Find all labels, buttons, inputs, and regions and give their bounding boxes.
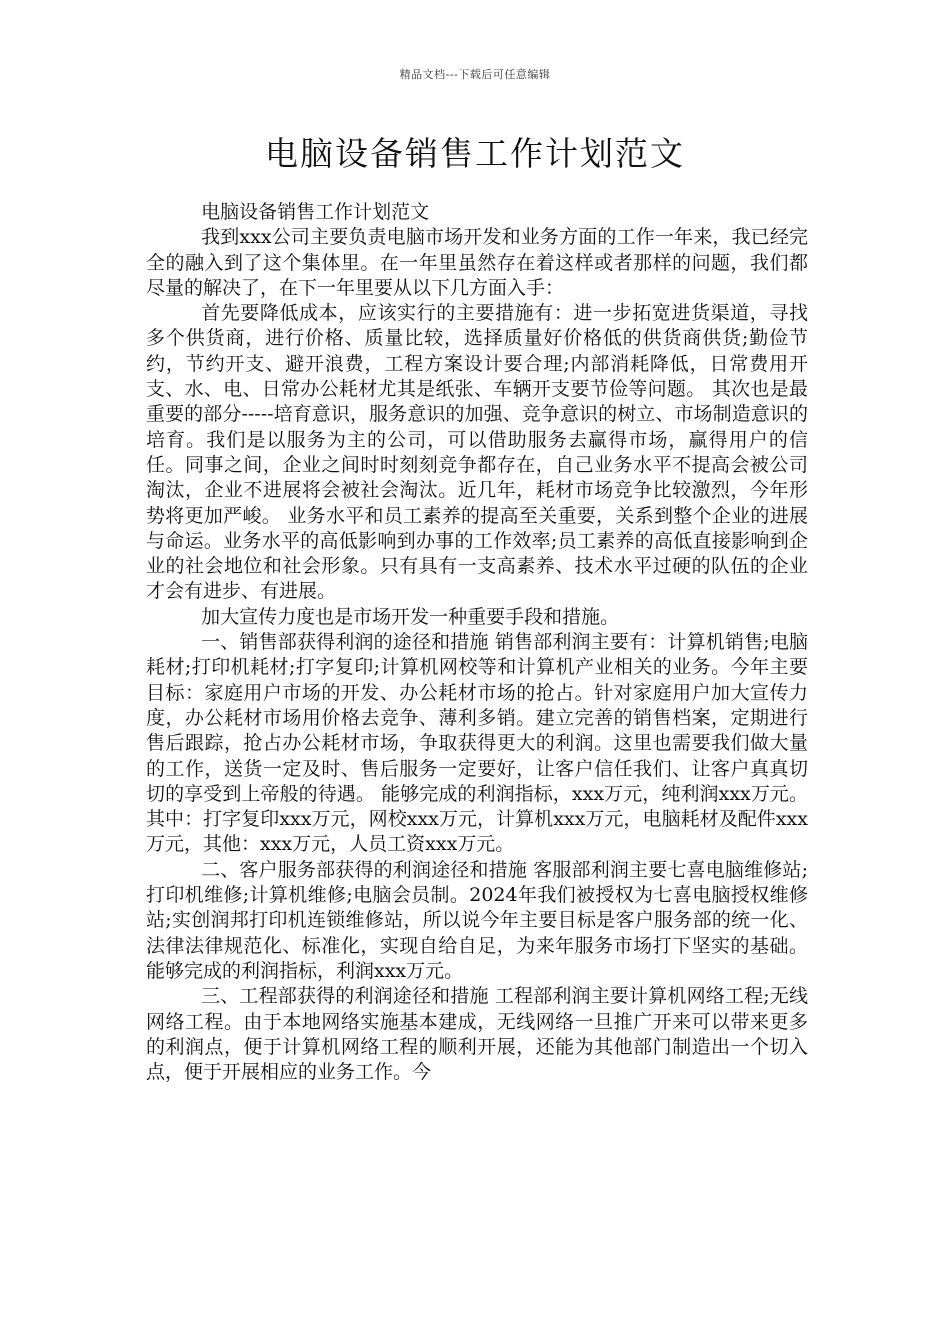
paragraph-customer-service: 二、客户服务部获得的利润途径和措施 客服部利润主要七喜电脑维修站;打印机维修;计算机维修;电脑会员制。2024年我们被授权为七喜电脑授权维修站;实创润邦打印机连锁维修站，所以说今年主要目标是客户服务部的统一化、法律法律规范化、标准化，实现自给自足，为来年服务市场打下坚实的基础。 能够完成的利润指标，利润xxx万元。: [146, 858, 808, 982]
document-body: [146, 200, 808, 1085]
header-note: 精品文档---下载后可任意编辑: [399, 68, 551, 81]
paragraph-cost-and-awareness: 首先要降低成本，应该实行的主要措施有：进一步拓宽进货渠道，寻找多个供货商，进行价格、质量比较，选择质量好价格低的供货商供货;勤俭节约，节约开支、避开浪费，工程方案设计要合理;内部消耗降低，日常费用开支、水、电、日常办公耗材尤其是纸张、车辆开支要节俭等问题。 其次也是最重要的部分-----培育意识，服务意识的加强、竞争意识的树立、市场制造意识的培育。我们是以服务为主的公司，可以借助服务去赢得市场，赢得用户的信任。同事之间，企业之间时时刻刻竞争都存在，自己业务水平不提高会被公司淘汰，企业不进展将会被社会淘汰。近几年，耗材市场竞争比较激烈，今年形势将更加严峻。 业务水平和员工素养的提高至关重要，关系到整个企业的进展与命运。业务水平的高低影响到办事的工作效率;员工素养的高低直接影响到企业的社会地位和社会形象。只有具有一支高素养、技术水平过硬的队伍的企业才会有进步、有进展。: [146, 302, 808, 603]
paragraph-subtitle: 电脑设备销售工作计划范文: [201, 201, 430, 223]
paragraph-promotion: 加大宣传力度也是市场开发一种重要手段和措施。: [201, 605, 620, 628]
document-title: 电脑设备销售工作计划范文: [265, 134, 685, 173]
paragraph-engineering: 三、工程部获得的利润途径和措施 工程部利润主要计算机网络工程;无线网络工程。由于本地网络实施基本建成，无线网络一旦推广开来可以带来更多的利润点，便于计算机网络工程的顺利开展，还能为其他部门制造出一个切入点，便于开展相应的业务工作。今: [146, 985, 808, 1084]
paragraph-intro: 我到xxx公司主要负责电脑市场开发和业务方面的工作一年来，我已经完全的融入到了这个集体里。在一年里虽然存在着这样或者那样的问题，我们都尽量的解决了，在下一年里要从以下几方面入手：: [146, 226, 808, 299]
paragraph-sales-department: 一、销售部获得利润的途径和措施 销售部利润主要有：计算机销售;电脑耗材;打印机耗材;打字复印;计算机网校等和计算机产业相关的业务。今年主要目标：家庭用户市场的开发、办公耗材市场的抢占。针对家庭用户加大宣传力度，办公耗材市场用价格去竞争、薄利多销。建立完善的销售档案，定期进行售后跟踪，抢占办公耗材市场，争取获得更大的利润。这里也需要我们做大量的工作，送货一定及时、售后服务一定要好，让客户信任我们、让客户真真切切的享受到上帝般的待遇。 能够完成的利润指标，xxx万元，纯利润xxx万元。其中：打字复印xxx万元，网校xxx万元，计算机xxx万元，电脑耗材及配件xxx万元，其他：xxx万元，人员工资xxx万元。: [146, 631, 808, 856]
